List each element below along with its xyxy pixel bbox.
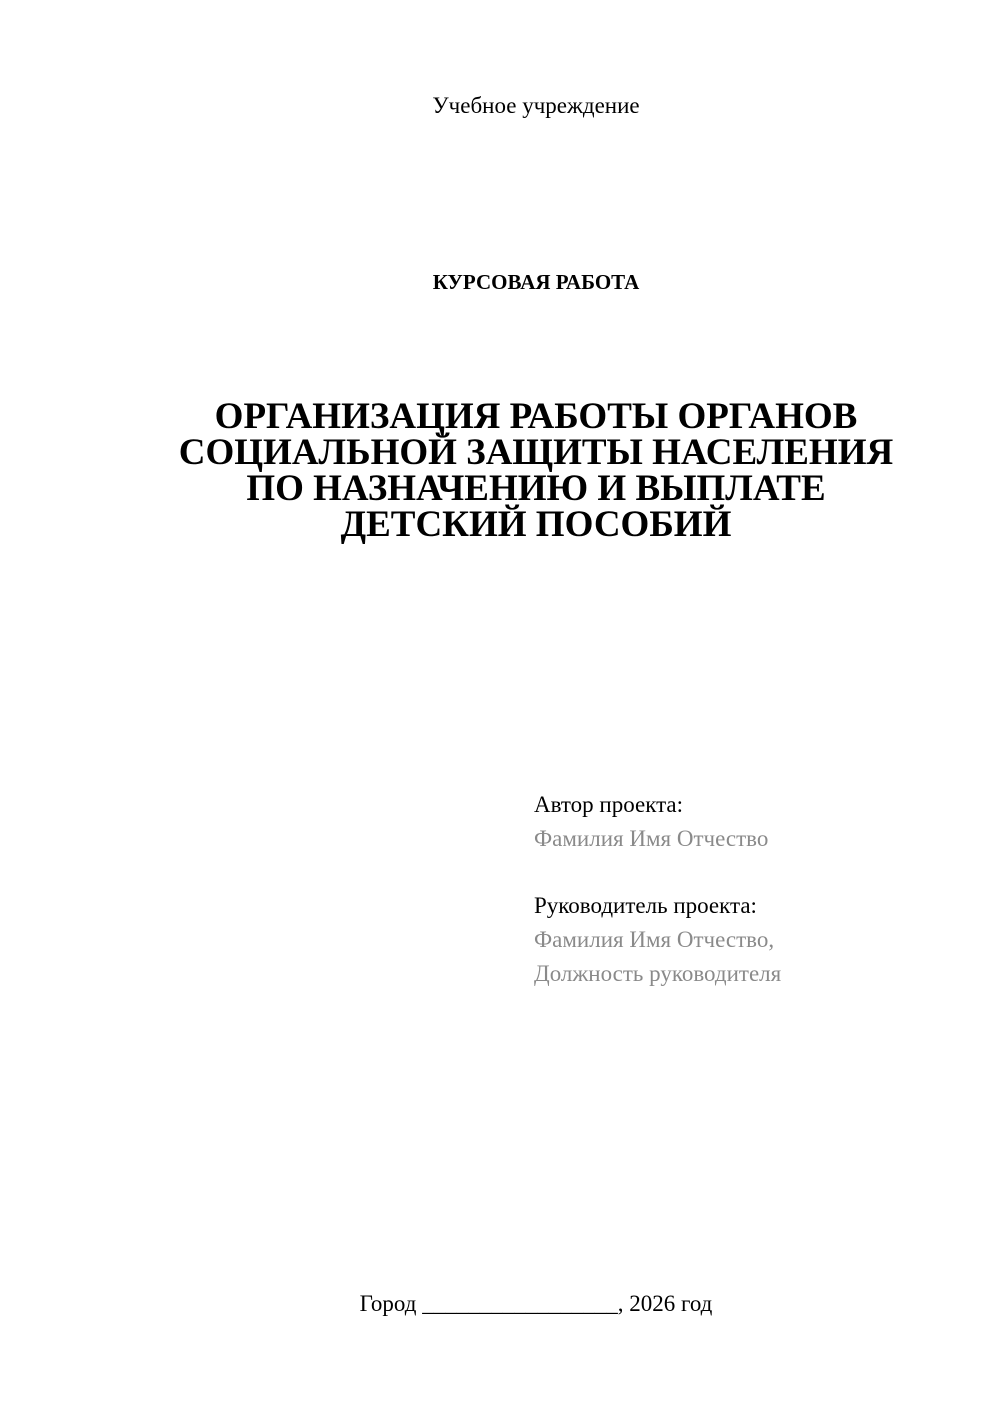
project-topic-title [0, 396, 1000, 545]
author-block [534, 788, 974, 856]
author-label: Автор проекта: [534, 792, 683, 817]
topic-line: ОРГАНИЗАЦИЯ РАБОТЫ ОРГАНОВ [214, 396, 858, 437]
topic-line: ДЕТСКИЙ ПОСОБИЙ [340, 504, 732, 545]
topic-line: ПО НАЗНАЧЕНИЮ И ВЫПЛАТЕ [246, 468, 826, 509]
author-name-placeholder: Фамилия Имя Отчество [534, 826, 769, 851]
supervisor-name-placeholder: Фамилия Имя Отчество, [534, 927, 775, 952]
signature-section [534, 788, 974, 1024]
institution-name: Учебное учреждение [432, 93, 640, 118]
city-year-line: Город _________________, 2026 год [359, 1291, 713, 1316]
supervisor-block [534, 889, 974, 991]
supervisor-position-placeholder: Должность руководителя [534, 961, 782, 986]
supervisor-label: Руководитель проекта: [534, 893, 757, 918]
topic-line: СОЦИАЛЬНОЙ ЗАЩИТЫ НАСЕЛЕНИЯ [178, 432, 894, 473]
document-type: КУРСОВАЯ РАБОТА [432, 270, 640, 294]
